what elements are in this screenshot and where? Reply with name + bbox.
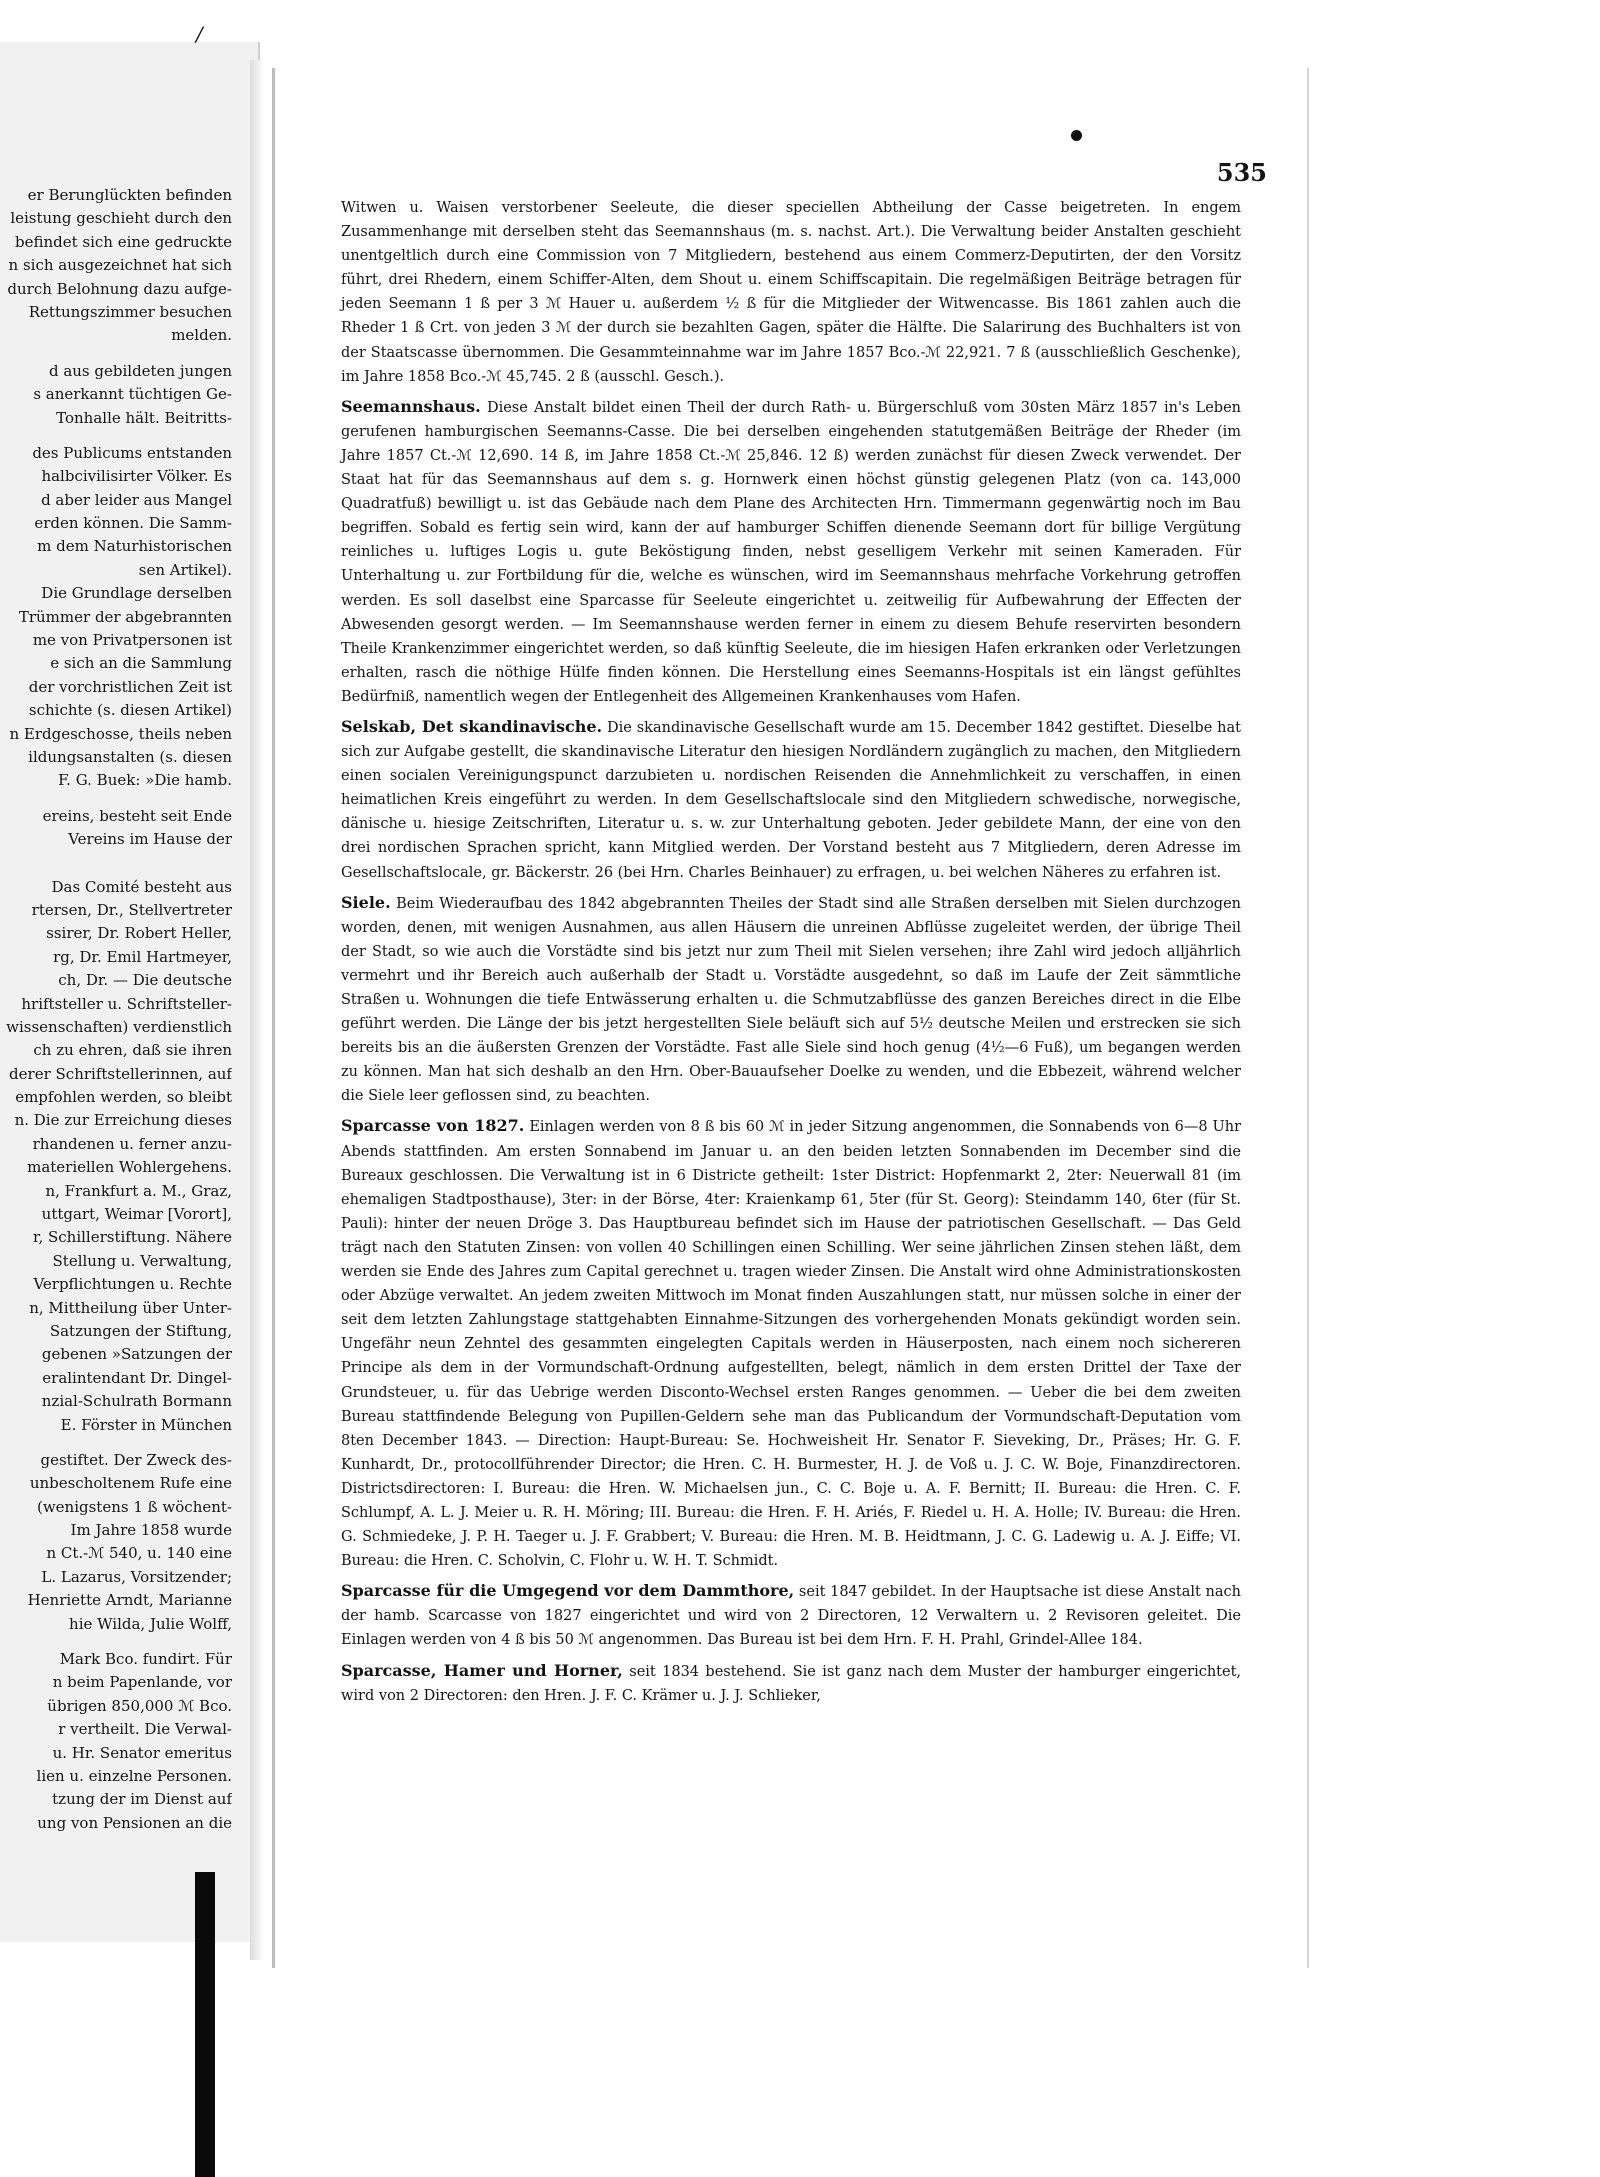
left-fragment-line: ch zu ehren, daß sie ihren xyxy=(33,1041,232,1060)
left-fragment-line: Im Jahre 1858 wurde xyxy=(70,1521,232,1540)
left-fragment-line: der vorchristlichen Zeit ist xyxy=(28,677,232,696)
left-fragment-line: gestiftet. Der Zweck des- xyxy=(40,1450,232,1469)
left-fragment-line: empfohlen werden, so bleibt xyxy=(15,1088,232,1107)
left-fragment-line: übrigen 850,000 ℳ Bco. xyxy=(47,1696,232,1715)
entry-paragraph xyxy=(341,395,1241,709)
page-number: 535 xyxy=(1216,158,1267,187)
left-page-fragment xyxy=(0,42,260,1942)
left-fragment-line: sen Artikel). xyxy=(138,560,232,579)
entry-text: seit 1834 bestehend. Sie ist ganz nach dem Muster der hamburger eingerichtet, wird von 2 Directoren: den Hren. J. F. C. Krämer u. J. J. Schlieker, xyxy=(341,1663,1242,1704)
entry-text: Witwen u. Waisen verstorbener Seeleute, die dieser speciellen Abtheilung der Casse beigetreten. In engem Zusammenhange mit derselben steht das Seemannshaus (m. s. nachst. Art.). Die Verwaltung beider Anstalten geschieht unentgeltlich durch eine Commission von 7 Mitgliedern, bestehend aus einem Commerz-Deputirten, der den Vorsitz führt, drei Rhedern, einem Schiffer-Alten, dem Shout u. einem Schiffscapitain. Die regelmäßigen Beiträge betragen für jeden Seemann 1 ß per 3 ℳ Hauer u. außerdem ½ ß für die Mitglieder der Witwencasse. Bis 1861 zahlen auch die Rheder 1 ß Crt. von jeden 3 ℳ der durch sie bezahlten Gagen, später die Hälfte. Die Salarirung des Buchhalters ist von der Staatscasse übernommen. Die Gesammteinnahme war im Jahre 1857 Bco.-ℳ 22,921. 7 ß (ausschließlich Geschenke), im Jahre 1858 Bco.-ℳ 45,745. 2 ß (ausschl. Gesch.). xyxy=(341,200,1241,385)
scan-mark: / xyxy=(196,22,203,46)
left-fragment-line: nzial-Schulrath Bormann xyxy=(41,1392,232,1411)
left-fragment-line: schichte (s. diesen Artikel) xyxy=(28,701,232,720)
ink-dot xyxy=(1071,130,1082,141)
left-fragment-line: Vereins im Hause der xyxy=(68,830,232,849)
left-fragment-line xyxy=(0,430,232,442)
left-fragment-line: rg, Dr. Emil Hartmeyer, xyxy=(53,947,232,966)
entry-text: Diese Anstalt bildet einen Theil der durch Rath- u. Bürgerschluß vom 30sten März 1857 in's Leben gerufenen hamburgischen Seemanns-Casse. Die bei derselben eingehenden statutgemäßen Beiträge der Rheder (im Jahre 1857 Ct.-ℳ 12,690. 14 ß, im Jahre 1858 Ct.-ℳ 25,846. 12 ß) werden zunächst für diesen Zweck verwendet. Der Staat hat für das Seemannshaus auf dem s. g. Hornwerk einen höchst günstig gelegenen Platz (von ca. 143,000 Quadratfuß) bewilligt u. ist das Gebäude nach dem Plane des Architecten Hrn. Timmermann gegenwärtig noch im Bau begriffen. Sobald es fertig sein wird, kann der auf hamburger Schiffen dienende Seemann dort für billige Vergütung reinliches u. luftiges Logis u. gute Beköstigung finden, nebst geselligem Verkehr mit seinen Kameraden. Für Unterhaltung u. zur Fortbildung für die, welche es wünschen, wird im Seemannshaus mehrfache Vorkehrung getroffen werden. Es soll daselbst eine Sparcasse für Seeleute eingerichtet u. zeitweilig für Aufbewahrung der Effecten der Abwesenden gesorgt werden. — Im Seemannshause werden ferner in einem zu diesem Behufe reservirten besondern Theile Krankenzimmer eingerichtet werden, so daß künftig Seeleute, die im hiesigen Hafen erkranken oder Verletzungen erhalten, rasch die nöthige Hülfe finden können. Die Herstellung eines Seemanns-Hospitals ist ein längst gefühltes Bedürfniß, namentlich wegen der Entlegenheit des Allgemeinen Krankenhauses vom Hafen. xyxy=(341,399,1242,705)
left-fragment-line: Stellung u. Verwaltung, xyxy=(52,1251,232,1270)
left-fragment-line: Die Grundlage derselben xyxy=(41,584,232,603)
entry-paragraph xyxy=(341,196,1241,389)
left-fragment-line xyxy=(0,1437,232,1449)
left-fragment-line: e sich an die Sammlung xyxy=(50,654,232,673)
book-spine xyxy=(250,60,264,1960)
entry-heading: Seemannshaus. xyxy=(341,396,481,416)
left-fragment-line: ereins, besteht seit Ende xyxy=(42,806,232,825)
left-fragment-line: tzung der im Dienst auf xyxy=(52,1790,232,1809)
left-fragment-line: wissenschaften) verdienstlich xyxy=(6,1017,232,1036)
left-fragment-line: n sich ausgezeichnet hat sich xyxy=(8,256,232,275)
left-fragment-line: Trümmer der abgebrannten xyxy=(18,607,232,626)
left-fragment-line: lien u. einzelne Personen. xyxy=(36,1767,232,1785)
left-fragment-line: derer Schriftstellerinnen, auf xyxy=(9,1064,232,1083)
left-fragment-line: n. Die zur Erreichung dieses xyxy=(14,1111,232,1130)
left-fragment-line: hriftsteller u. Schriftsteller- xyxy=(21,994,232,1013)
left-fragment-line: Das Comité besteht aus xyxy=(51,877,232,896)
left-fragment-line: n Ct.-ℳ 540, u. 140 eine xyxy=(46,1544,232,1563)
left-fragment-line: n Erdgeschosse, theils neben xyxy=(9,724,232,743)
left-fragment-line: ung von Pensionen an die xyxy=(37,1813,232,1832)
left-fragment-line: n beim Papenlande, vor xyxy=(52,1673,232,1692)
entry-paragraph xyxy=(341,715,1241,885)
left-fragment-line: melden. xyxy=(171,326,232,345)
entry-heading: Sparcasse für die Umgegend vor dem Dammthore, xyxy=(341,1581,795,1601)
left-fragment-line: erden können. Die Samm- xyxy=(34,514,232,533)
left-fragment-line: ch, Dr. — Die deutsche xyxy=(58,971,232,990)
left-fragment-line: F. G. Buek: »Die hamb. xyxy=(58,771,232,790)
left-fragment-line: durch Belohnung dazu aufge- xyxy=(7,279,232,298)
left-fragment-line: ildungsanstalten (s. diesen xyxy=(28,747,232,766)
page-body xyxy=(341,196,1241,1714)
left-fragment-line: Rettungszimmer besuchen xyxy=(28,302,232,321)
left-fragment-line: materiellen Wohlergehens. xyxy=(27,1158,232,1177)
entry-text: seit 1847 gebildet. In der Hauptsache ist diese Anstalt nach der hamb. Scarcasse von 1827 eingerichtet und wird von 2 Directoren, 12 Verwaltern u. 2 Revisoren geleitet. Die Einlagen werden von 4 ß bis 50 ℳ angenommen. Das Bureau ist bei dem Hrn. F. H. Prahl, Grindel-Allee 184. xyxy=(341,1584,1241,1649)
left-fragment-line: ssirer, Dr. Robert Heller, xyxy=(46,924,232,943)
left-fragment-line: d aus gebildeten jungen xyxy=(48,361,232,380)
left-fragment-line: des Publicums entstanden xyxy=(32,443,232,462)
left-fragment-line: d aber leider aus Mangel xyxy=(41,490,232,509)
entry-text: Die skandinavische Gesellschaft wurde am 15. December 1842 gestiftet. Dieselbe hat sich zur Aufgabe gestellt, die skandinavische Literatur den hiesigen Nordländern zugänglich zu machen, den Mitgliedern einen socialen Vereinigungspunct darzubieten u. nordischen Reisenden die Annehmlichkeit zu verschaffen, in einen heimatlichen Kreis eingeführt zu werden. In dem Gesellschaftslocale sind den Mitgliedern schwedische, norwegische, dänische u. hiesige Zeitschriften, Literatur u. s. w. zur Unterhaltung geboten. Jeder gebildete Mann, der eine von den drei nordischen Sprachen spricht, kann Mitglied werden. Der Vorstand besteht aus 7 Mitgliedern, deren Adresse im Gesellschaftslocale, gr. Bäckerstr. 26 (bei Hrn. Charles Beinhauer) zu erfragen, u. bei welchen Näheres zu erfahren ist. xyxy=(341,719,1241,881)
left-fragment-line: eralintendant Dr. Dingel- xyxy=(42,1368,232,1387)
left-fragment-line: me von Privatpersonen ist xyxy=(32,631,232,650)
left-fragment-line: hie Wilda, Julie Wolff, xyxy=(69,1614,232,1633)
left-fragment-line xyxy=(0,348,232,360)
entry-heading: Sparcasse von 1827. xyxy=(341,1116,525,1136)
left-fragment-line xyxy=(0,793,232,805)
entry-paragraph xyxy=(341,891,1241,1109)
left-fragment-line: gebenen »Satzungen der xyxy=(41,1345,232,1364)
left-fragment-line: rhandenen u. ferner anzu- xyxy=(32,1134,232,1153)
entry-paragraph xyxy=(341,1579,1241,1652)
entry-heading: Selskab, Det skandinavische. xyxy=(341,716,603,736)
left-fragment-line: uttgart, Weimar [Vorort], xyxy=(41,1205,232,1224)
left-fragment-line xyxy=(0,852,232,864)
entry-heading: Sparcasse, Hamer und Horner, xyxy=(341,1660,623,1680)
left-fragment-line: er Berunglückten befinden xyxy=(27,186,232,204)
scan-edge-bar xyxy=(195,1872,215,2177)
entry-text: Einlagen werden von 8 ß bis 60 ℳ in jeder Sitzung angenommen, die Sonnabends von 6—8 Uhr Abends stattfinden. Am ersten Sonnabend im Januar u. an den beiden letzten Sonnabenden im December sind die Bureaux geschlossen. Die Verwaltung ist in 6 Districte getheilt: 1ster District: Hopfenmarkt 2, 2ter: Neuerwall 81 (im ehemaligen Stadtposthause), 3ter: in der Börse, 4ter: Kraienkamp 61, 5ter (für St. Georg): Steindamm 140, 6ter (für St. Pauli): hinter der neuen Dröge 3. Das Hauptbureau befindet sich im Hause der patriotischen Gesellschaft. — Das Geld trägt nach den Statuten Zinsen: von vollen 40 Schillingen einen Schilling. Wer seine jährlichen Zinsen stehen läßt, dem werden sie Ende des Jahres zum Capital gerechnet u. tragen wieder Zinsen. Die Anstalt wird ohne Administrationskosten oder Abzüge verwaltet. An jedem zweiten Mittwoch im Monat finden Auszahlungen statt, nur müssen solche in einer der seit dem letzten Zahlungstage stattgehabten Einnahme-Sitzungen des vorhergehenden Monats gekündigt worden sein. Ungefähr neun Zehntel des gesammten eingelegten Capitals werden in Häuserposten, nach einem noch sichereren Principe als dem in der Vormundschaft-Ordnung aufgestellten, belegt, nämlich in dem ersten Drittel der Taxe der Grundsteuer, u. für das Uebrige werden Disconto-Wechsel ersten Ranges genommen. — Ueber die bei dem zweiten Bureau stattfindende Belegung von Pupillen-Geldern sehe man das Publicandum der Vormundschaft-Deputation vom 8ten December 1843. — Direction: Haupt-Bureau: Se. Hochweisheit Hr. Senator F. Sieveking, Dr., Präses; Hr. G. F. Kunhardt, Dr., protocollführender Director; die Hren. C. H. Burmester, H. J. de Voß u. J. C. W. Boje, Finanzdirectoren. Districtsdirectoren: I. Bureau: die Hren. W. Michaelsen jun., C. C. Boje u. A. F. Bernitt; II. Bureau: die Hren. C. F. Schlumpf, A. L. J. Meier u. R. H. Möring; III. Bureau: die Hren. F. H. Ariés, F. Riedel u. H. A. Holle; IV. Bureau: die Hren. G. Schmiedeke, J. P. H. Taeger u. J. F. Grabbert; V. Bureau: die Hren. M. B. Heidtmann, J. C. G. Ladewig u. A. J. Eiffe; VI. Bureau: die Hren. C. Scholvin, C. Flohr u. W. H. T. Schmidt. xyxy=(341,1119,1242,1570)
left-fragment-line: befindet sich eine gedruckte xyxy=(14,232,232,251)
left-fragment-line xyxy=(0,864,232,876)
left-fragment-line: n, Frankfurt a. M., Graz, xyxy=(45,1181,232,1200)
left-page-text xyxy=(0,184,232,1835)
entry-text: Beim Wiederaufbau des 1842 abgebrannten Theiles der Stadt sind alle Straßen derselben mit Sielen durchzogen worden, denen, mit wenigen Ausnahmen, aus allen Häusern die unreinen Abflüsse zugeleitet werden, der übrige Theil der Stadt, so wie auch die Vorstädte sind bis jetzt nur zum Theil mit Sielen versehen; ihre Zahl wird jedoch alljährlich vermehrt und ihr Bereich auch außerhalb der Stadt u. Vorstädte ausgedehnt, so daß im Laufe der Zeit sämmtliche Straßen u. Wohnungen die tiefe Entwässerung erhalten u. die Schmutzabflüsse des ganzen Bereiches direct in die Elbe geführt werden. Die Länge der bis jetzt hergestellten Siele beläuft sich auf 5½ deutsche Meilen und erstrecken sie sich bereits bis an die äußersten Grenzen der Vorstädte. Fast alle Siele sind hoch genug (4½—6 Fuß), um begangen werden zu können. Man hat sich deshalb an den Hrn. Ober-Bauaufseher Doelke zu wenden, und die Ebbezeit, während welcher die Siele leer geflossen sind, zu beachten. xyxy=(341,895,1241,1105)
right-page xyxy=(272,68,1309,1968)
left-fragment-line: Tonhalle hält. Beitritts- xyxy=(56,408,232,427)
left-fragment-line: s anerkannt tüchtigen Ge- xyxy=(33,385,232,404)
left-fragment-line: Satzungen der Stiftung, xyxy=(49,1321,232,1340)
left-fragment-line: L. Lazarus, Vorsitzender; xyxy=(41,1567,232,1586)
left-fragment-line: E. Förster in München xyxy=(60,1415,232,1434)
entry-heading: Siele. xyxy=(341,892,391,912)
left-fragment-line: Verpflichtungen u. Rechte xyxy=(33,1275,232,1294)
left-fragment-line: halbcivilisirter Völker. Es xyxy=(41,467,232,486)
left-fragment-line xyxy=(0,1636,232,1648)
left-fragment-line: n, Mittheilung über Unter- xyxy=(29,1298,232,1317)
left-fragment-line: u. Hr. Senator emeritus xyxy=(52,1743,232,1762)
left-fragment-line: r, Schillerstiftung. Nähere xyxy=(32,1228,232,1247)
left-fragment-line: m dem Naturhistorischen xyxy=(37,537,232,556)
left-fragment-line: unbescholtenem Rufe eine xyxy=(29,1474,232,1493)
left-fragment-line: leistung geschieht durch den xyxy=(10,209,232,228)
left-fragment-line: rtersen, Dr., Stellvertreter xyxy=(31,900,232,919)
left-fragment-line: r vertheilt. Die Verwal- xyxy=(58,1720,232,1739)
left-fragment-line: (wenigstens 1 ß wöchent- xyxy=(36,1497,232,1516)
entry-paragraph xyxy=(341,1659,1241,1708)
left-fragment-line: Henriette Arndt, Marianne xyxy=(27,1591,232,1610)
entry-paragraph xyxy=(341,1114,1241,1573)
left-fragment-line: Mark Bco. fundirt. Für xyxy=(59,1650,232,1669)
